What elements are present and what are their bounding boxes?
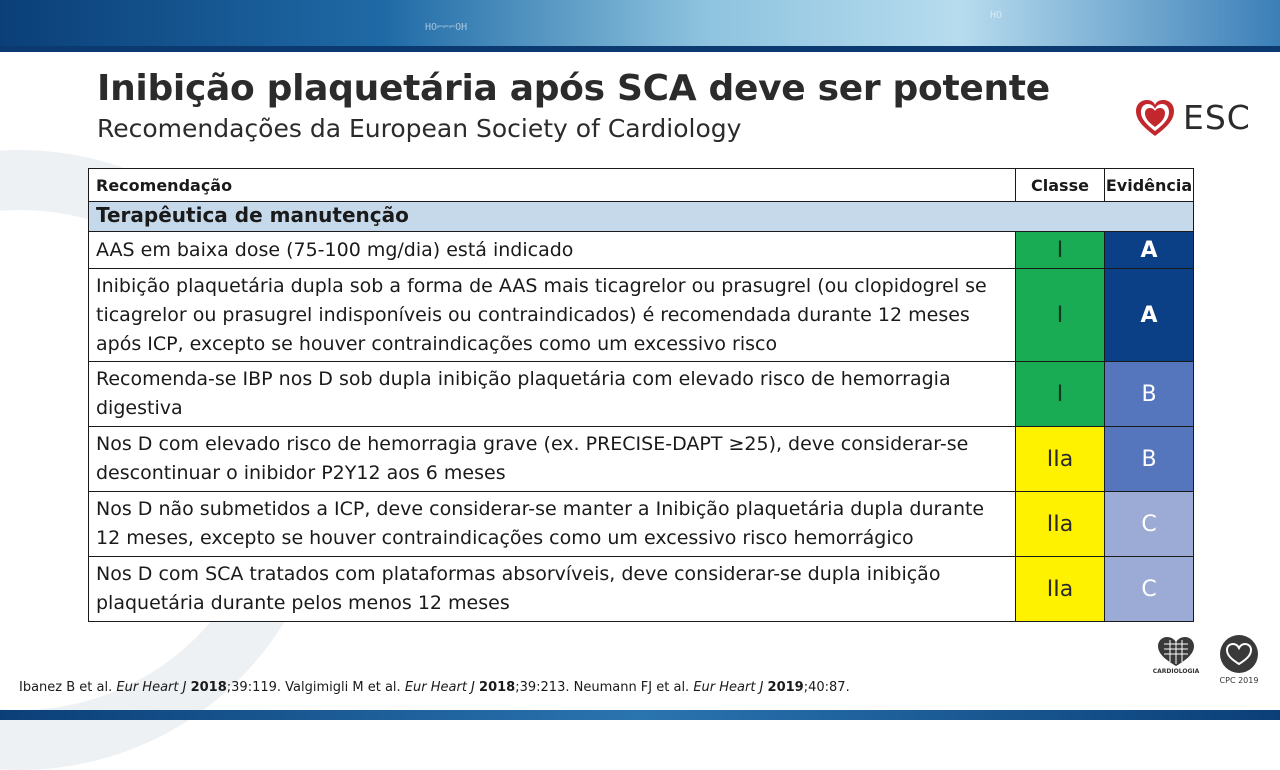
banner-stripe xyxy=(0,46,1280,52)
table-row xyxy=(89,557,1194,622)
reference-volume: ;39:213. xyxy=(515,680,574,695)
recommendation-text: Nos D com SCA tratados com plataformas absorvíveis, deve considerar-se dupla inibição plaquetária durante pelos menos 12 meses xyxy=(89,557,1016,622)
recommendations-table xyxy=(88,168,1194,622)
esc-heart-icon xyxy=(1133,96,1177,140)
header-class: Classe xyxy=(1016,169,1105,202)
cpc-logo-text: CPC 2019 xyxy=(1219,676,1259,685)
reference-journal: Eur Heart J xyxy=(693,680,764,695)
section-row xyxy=(89,202,1194,232)
cpc-logo xyxy=(1214,634,1264,694)
reference-year: 2018 xyxy=(190,680,227,695)
section-title: Terapêutica de manutenção xyxy=(89,202,1194,232)
reference-year: 2018 xyxy=(479,680,516,695)
reference-authors: Valgimigli M et al. xyxy=(285,680,405,695)
table-row xyxy=(89,492,1194,557)
bottom-band xyxy=(0,710,1280,720)
reference-volume: ;40:87. xyxy=(803,680,850,695)
evidence-cell: C xyxy=(1105,557,1194,622)
class-cell: I xyxy=(1016,269,1105,362)
recommendation-text: Inibição plaquetária dupla sob a forma de AAS mais ticagrelor ou prasugrel (ou clopidogrel se ticagrelor ou prasugrel indisponíveis ou contraindicados) é recomendada durante 12 meses após ICP, excepto se houver contraindicações como um excessivo risco xyxy=(89,269,1016,362)
evidence-cell: A xyxy=(1105,269,1194,362)
evidence-cell: C xyxy=(1105,492,1194,557)
table-row xyxy=(89,362,1194,427)
reference-authors: Neumann FJ et al. xyxy=(573,680,694,695)
reference-volume: ;39:119. xyxy=(226,680,286,695)
recommendation-text: AAS em baixa dose (75-100 mg/dia) está indicado xyxy=(89,232,1016,269)
evidence-cell: B xyxy=(1105,362,1194,427)
banner-decoration: HO xyxy=(990,10,1003,21)
evidence-cell: B xyxy=(1105,427,1194,492)
reference-authors: Ibanez B et al. xyxy=(19,680,117,695)
spc-logo xyxy=(1150,634,1202,694)
spc-logo-text: CARDIOLOGIA xyxy=(1152,668,1200,675)
recommendation-text: Nos D com elevado risco de hemorragia grave (ex. PRECISE-DAPT ≥25), deve considerar-se descontinuar o inibidor P2Y12 aos 6 meses xyxy=(89,427,1016,492)
class-cell: IIa xyxy=(1016,492,1105,557)
references xyxy=(19,680,850,695)
reference-journal: Eur Heart J xyxy=(116,680,187,695)
slide-title: Inibição plaquetária após SCA deve ser potente xyxy=(97,68,1050,109)
spc-heart-icon xyxy=(1150,634,1202,668)
table-row xyxy=(89,232,1194,269)
reference-year: 2019 xyxy=(767,680,804,695)
table-row xyxy=(89,427,1194,492)
class-cell: IIa xyxy=(1016,557,1105,622)
table-row xyxy=(89,269,1194,362)
header-recommendation: Recomendação xyxy=(89,169,1016,202)
recommendation-text: Nos D não submetidos a ICP, deve considerar-se manter a Inibição plaquetária dupla durante 12 meses, excepto se houver contraindicações como um excessivo risco hemorrágico xyxy=(89,492,1016,557)
table-header-row xyxy=(89,169,1194,202)
header-evidence: Evidência xyxy=(1105,169,1194,202)
slide-subtitle: Recomendações da European Society of Cardiology xyxy=(97,114,742,143)
esc-logo-text: ESC xyxy=(1183,98,1251,137)
recommendation-text: Recomenda-se IBP nos D sob dupla inibição plaquetária com elevado risco de hemorragia digestiva xyxy=(89,362,1016,427)
esc-logo xyxy=(1133,96,1251,140)
top-banner xyxy=(0,0,1280,52)
class-cell: IIa xyxy=(1016,427,1105,492)
banner-decoration: HO⌐⌐⌐OH xyxy=(425,22,468,33)
class-cell: I xyxy=(1016,232,1105,269)
reference-journal: Eur Heart J xyxy=(404,680,475,695)
cpc-heart-icon xyxy=(1214,634,1264,674)
evidence-cell: A xyxy=(1105,232,1194,269)
class-cell: I xyxy=(1016,362,1105,427)
